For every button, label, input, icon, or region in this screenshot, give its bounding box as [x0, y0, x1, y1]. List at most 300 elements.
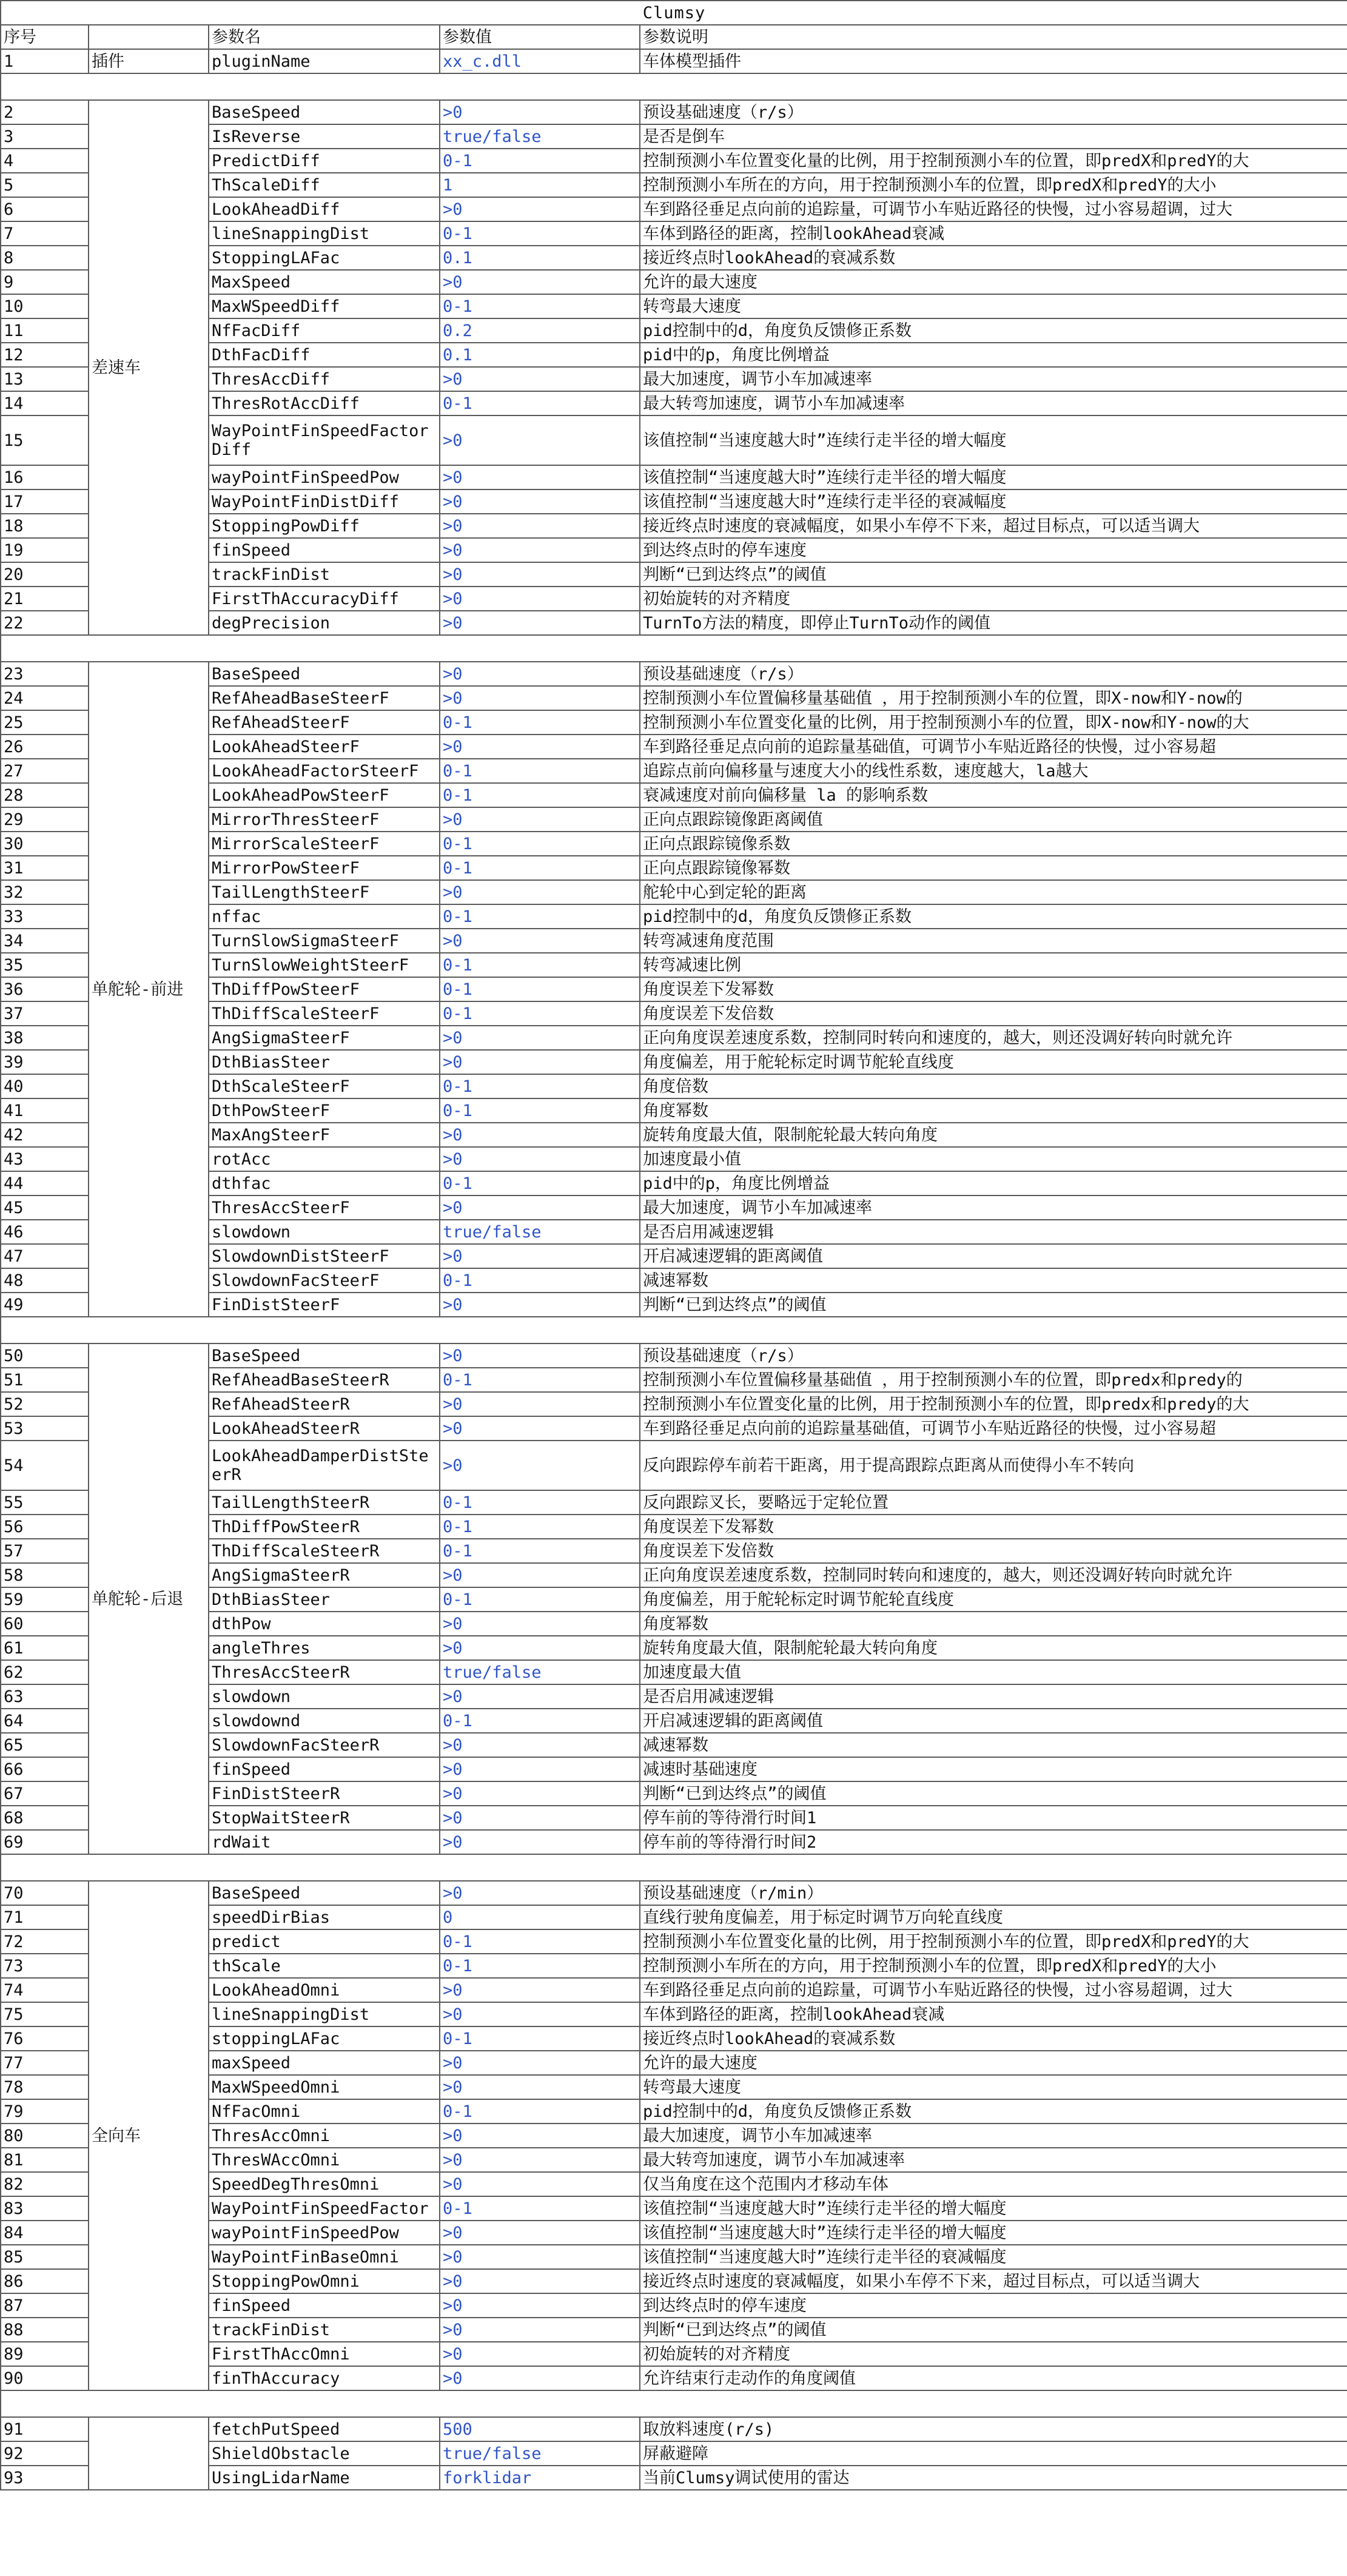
param-name: AngSigmaSteerR — [209, 1563, 440, 1587]
param-name: predict — [209, 1929, 440, 1954]
param-name: nffac — [209, 904, 440, 929]
param-value: >0 — [440, 2269, 640, 2293]
param-description: 旋转角度最大值，限制舵轮最大转向角度 — [640, 1636, 1347, 1660]
row-index: 27 — [1, 759, 89, 783]
row-index: 10 — [1, 294, 89, 318]
param-name: ThDiffScaleSteerF — [209, 1001, 440, 1026]
param-value: 0-1 — [440, 1490, 640, 1515]
param-value: 0-1 — [440, 1368, 640, 1392]
row-index: 15 — [1, 415, 89, 465]
param-description: 接近终点时lookAhead的衰减系数 — [640, 2026, 1347, 2051]
param-value: >0 — [440, 2002, 640, 2026]
row-index: 52 — [1, 1392, 89, 1416]
param-name: ThresWAccOmni — [209, 2148, 440, 2172]
param-description: 角度误差下发倍数 — [640, 1539, 1347, 1563]
param-value: >0 — [440, 1978, 640, 2002]
param-value: 0-1 — [440, 759, 640, 783]
group-separator-row — [1, 635, 1347, 662]
row-index: 73 — [1, 1954, 89, 1978]
row-index: 34 — [1, 929, 89, 953]
row-index: 57 — [1, 1539, 89, 1563]
param-description: 最大加速度，调节小车加减速率 — [640, 2124, 1347, 2148]
param-description: 接近终点时速度的衰减幅度，如果小车停不下来，超过目标点，可以适当调大 — [640, 2269, 1347, 2293]
param-value: 0-1 — [440, 2026, 640, 2051]
param-value: >0 — [440, 2172, 640, 2196]
param-name: wayPointFinSpeedPow — [209, 465, 440, 489]
param-value: >0 — [440, 1733, 640, 1757]
table-row — [1, 1881, 1347, 1905]
param-value: >0 — [440, 611, 640, 635]
group-separator-row — [1, 2390, 1347, 2417]
param-value: 0-1 — [440, 1709, 640, 1733]
row-index: 60 — [1, 1612, 89, 1636]
param-description: 初始旋转的对齐精度 — [640, 587, 1347, 611]
param-value: >0 — [440, 2075, 640, 2099]
param-value: >0 — [440, 1806, 640, 1830]
row-index: 77 — [1, 2051, 89, 2075]
param-value: >0 — [440, 2245, 640, 2269]
param-value: xx_c.dll — [440, 49, 640, 73]
param-name: FirstThAccOmni — [209, 2342, 440, 2366]
group-label: 全向车 — [89, 1881, 209, 2390]
param-value: >0 — [440, 1196, 640, 1220]
param-description: 该值控制“当速度越大时”连续行走半径的增大幅度 — [640, 2196, 1347, 2221]
param-value: 0-1 — [440, 832, 640, 856]
row-index: 12 — [1, 343, 89, 367]
param-description: 停车前的等待滑行时间1 — [640, 1806, 1347, 1830]
param-name: lineSnappingDist — [209, 221, 440, 246]
row-index: 14 — [1, 391, 89, 415]
param-value: >0 — [440, 465, 640, 489]
param-name: pluginName — [209, 49, 440, 73]
param-value: >0 — [440, 2342, 640, 2366]
row-index: 32 — [1, 880, 89, 904]
param-value: 0-1 — [440, 1171, 640, 1196]
param-description: 角度误差下发倍数 — [640, 1001, 1347, 1026]
param-name: StoppingPowDiff — [209, 514, 440, 538]
separator-cell — [1, 635, 1347, 662]
param-name: NfFacOmni — [209, 2099, 440, 2124]
row-index: 49 — [1, 1293, 89, 1317]
param-name: SlowdownFacSteerF — [209, 1268, 440, 1293]
param-description: 当前Clumsy调试使用的雷达 — [640, 2466, 1347, 2490]
param-value: >0 — [440, 1416, 640, 1441]
row-index: 66 — [1, 1757, 89, 1781]
param-name: ThresAccDiff — [209, 367, 440, 391]
row-index: 85 — [1, 2245, 89, 2269]
row-index: 9 — [1, 270, 89, 294]
row-index: 31 — [1, 856, 89, 880]
param-description: 转弯最大速度 — [640, 2075, 1347, 2099]
row-index: 83 — [1, 2196, 89, 2221]
param-name: BaseSpeed — [209, 662, 440, 686]
param-description: 加速度最大值 — [640, 1660, 1347, 1684]
param-value: >0 — [440, 662, 640, 686]
param-description: 直线行驶角度偏差，用于标定时调节万向轮直线度 — [640, 1905, 1347, 1929]
param-value: >0 — [440, 1636, 640, 1660]
param-name: WayPointFinDistDiff — [209, 489, 440, 514]
param-description: 停车前的等待滑行时间2 — [640, 1830, 1347, 1854]
param-name: ThresRotAccDiff — [209, 391, 440, 415]
param-name: DthBiasSteer — [209, 1050, 440, 1074]
param-description: 转弯最大速度 — [640, 294, 1347, 318]
param-name: UsingLidarName — [209, 2466, 440, 2490]
param-value: 0-1 — [440, 391, 640, 415]
param-value: 0-1 — [440, 294, 640, 318]
param-name: RefAheadBaseSteerF — [209, 686, 440, 710]
param-name: BaseSpeed — [209, 100, 440, 124]
param-description: 减速幂数 — [640, 1268, 1347, 1293]
param-name: slowdown — [209, 1220, 440, 1244]
param-name: StoppingPowOmni — [209, 2269, 440, 2293]
param-value: >0 — [440, 1830, 640, 1854]
param-description: 车到路径垂足点向前的追踪量基础值，可调节小车贴近路径的快慢，过小容易超 — [640, 735, 1347, 759]
param-name: MirrorThresSteerF — [209, 807, 440, 832]
row-index: 5 — [1, 173, 89, 197]
param-name: LookAheadSteerF — [209, 735, 440, 759]
param-name: finThAccuracy — [209, 2366, 440, 2390]
row-index: 53 — [1, 1416, 89, 1441]
param-name: fetchPutSpeed — [209, 2417, 440, 2441]
row-index: 80 — [1, 2124, 89, 2148]
param-description: 衰减速度对前向偏移量 la 的影响系数 — [640, 783, 1347, 807]
row-index: 47 — [1, 1244, 89, 1268]
param-value: >0 — [440, 1147, 640, 1171]
param-description: 减速时基础速度 — [640, 1757, 1347, 1781]
param-value: >0 — [440, 1123, 640, 1147]
group-label: 差速车 — [89, 100, 209, 635]
header-param-desc: 参数说明 — [640, 25, 1347, 49]
param-description: 该值控制“当速度越大时”连续行走半径的衰减幅度 — [640, 2245, 1347, 2269]
row-index: 61 — [1, 1636, 89, 1660]
row-index: 41 — [1, 1098, 89, 1123]
row-index: 1 — [1, 49, 89, 73]
param-value: >0 — [440, 1684, 640, 1709]
table-row — [1, 2417, 1347, 2441]
row-index: 16 — [1, 465, 89, 489]
separator-cell — [1, 73, 1347, 100]
param-value: 0-1 — [440, 904, 640, 929]
param-name: ThresAccSteerF — [209, 1196, 440, 1220]
separator-cell — [1, 1317, 1347, 1343]
param-description: pid中的p，角度比例增益 — [640, 343, 1347, 367]
param-name: MaxAngSteerF — [209, 1123, 440, 1147]
row-index: 55 — [1, 1490, 89, 1515]
param-name: rdWait — [209, 1830, 440, 1854]
param-name: ShieldObstacle — [209, 2441, 440, 2466]
row-index: 70 — [1, 1881, 89, 1905]
param-description: 开启减速逻辑的距离阈值 — [640, 1244, 1347, 1268]
param-description: 是否启用减速逻辑 — [640, 1220, 1347, 1244]
param-value: 0-1 — [440, 856, 640, 880]
row-index: 64 — [1, 1709, 89, 1733]
param-value: >0 — [440, 1026, 640, 1050]
param-name: maxSpeed — [209, 2051, 440, 2075]
param-value: forklidar — [440, 2466, 640, 2490]
param-value: >0 — [440, 2366, 640, 2390]
param-name: angleThres — [209, 1636, 440, 1660]
row-index: 20 — [1, 562, 89, 587]
row-index: 38 — [1, 1026, 89, 1050]
param-name: finSpeed — [209, 2293, 440, 2318]
param-name: stoppingLAFac — [209, 2026, 440, 2051]
param-description: 预设基础速度（r/s） — [640, 100, 1347, 124]
row-index: 58 — [1, 1563, 89, 1587]
param-name: finSpeed — [209, 538, 440, 562]
param-name: PredictDiff — [209, 149, 440, 173]
row-index: 88 — [1, 2318, 89, 2342]
param-value: 0-1 — [440, 783, 640, 807]
param-name: finSpeed — [209, 1757, 440, 1781]
param-value: 0-1 — [440, 953, 640, 977]
param-description: 加速度最小值 — [640, 1147, 1347, 1171]
row-index: 3 — [1, 124, 89, 149]
param-name: TurnSlowWeightSteerF — [209, 953, 440, 977]
param-description: 正向点跟踪镜像距离阈值 — [640, 807, 1347, 832]
row-index: 89 — [1, 2342, 89, 2366]
param-name: DthPowSteerF — [209, 1098, 440, 1123]
param-description: TurnTo方法的精度，即停止TurnTo动作的阈值 — [640, 611, 1347, 635]
param-name: SlowdownDistSteerF — [209, 1244, 440, 1268]
param-value: >0 — [440, 2051, 640, 2075]
param-value: >0 — [440, 1343, 640, 1368]
row-index: 63 — [1, 1684, 89, 1709]
row-index: 24 — [1, 686, 89, 710]
param-value: >0 — [440, 514, 640, 538]
sheet-title: Clumsy — [1, 1, 1347, 25]
param-value: 0-1 — [440, 221, 640, 246]
table-row — [1, 49, 1347, 73]
param-description: 角度倍数 — [640, 1074, 1347, 1098]
row-index: 44 — [1, 1171, 89, 1196]
row-index: 81 — [1, 2148, 89, 2172]
param-name: BaseSpeed — [209, 1343, 440, 1368]
row-index: 51 — [1, 1368, 89, 1392]
param-name: MirrorPowSteerF — [209, 856, 440, 880]
param-value: >0 — [440, 538, 640, 562]
param-value: >0 — [440, 2221, 640, 2245]
param-value: >0 — [440, 562, 640, 587]
param-description: 控制预测小车位置变化量的比例，用于控制预测小车的位置，即predX和predY的大 — [640, 149, 1347, 173]
row-index: 87 — [1, 2293, 89, 2318]
row-index: 23 — [1, 662, 89, 686]
table-row — [1, 100, 1347, 124]
param-name: MaxWSpeedOmni — [209, 2075, 440, 2099]
param-value: 0-1 — [440, 149, 640, 173]
param-value: >0 — [440, 587, 640, 611]
param-name: dthPow — [209, 1612, 440, 1636]
param-name: DthScaleSteerF — [209, 1074, 440, 1098]
param-value: >0 — [440, 1441, 640, 1490]
param-name: WayPointFinBaseOmni — [209, 2245, 440, 2269]
param-name: SlowdownFacSteerR — [209, 1733, 440, 1757]
param-name: LookAheadPowSteerF — [209, 783, 440, 807]
group-separator-row — [1, 1317, 1347, 1343]
row-index: 2 — [1, 100, 89, 124]
param-value: 500 — [440, 2417, 640, 2441]
row-index: 46 — [1, 1220, 89, 1244]
param-name: FinDistSteerR — [209, 1781, 440, 1806]
param-value: 0-1 — [440, 977, 640, 1001]
row-index: 93 — [1, 2466, 89, 2490]
param-name: SpeedDegThresOmni — [209, 2172, 440, 2196]
param-description: 车体到路径的距离，控制lookAhead衰减 — [640, 221, 1347, 246]
param-description: 开启减速逻辑的距离阈值 — [640, 1709, 1347, 1733]
param-description: 允许的最大速度 — [640, 2051, 1347, 2075]
param-name: MaxWSpeedDiff — [209, 294, 440, 318]
param-name: ThresAccOmni — [209, 2124, 440, 2148]
param-description: 车到路径垂足点向前的追踪量，可调节小车贴近路径的快慢，过小容易超调，过大 — [640, 1978, 1347, 2002]
param-description: 最大加速度，调节小车加减速率 — [640, 367, 1347, 391]
param-description: 控制预测小车位置变化量的比例，用于控制预测小车的位置，即X-now和Y-now的大 — [640, 710, 1347, 735]
row-index: 28 — [1, 783, 89, 807]
param-value: >0 — [440, 1781, 640, 1806]
row-index: 75 — [1, 2002, 89, 2026]
row-index: 6 — [1, 197, 89, 221]
param-name: ThDiffScaleSteerR — [209, 1539, 440, 1563]
param-description: 该值控制“当速度越大时”连续行走半径的衰减幅度 — [640, 489, 1347, 514]
param-name: RefAheadSteerF — [209, 710, 440, 735]
param-description: 预设基础速度（r/min） — [640, 1881, 1347, 1905]
param-value: >0 — [440, 807, 640, 832]
param-name: dthfac — [209, 1171, 440, 1196]
param-value: >0 — [440, 1563, 640, 1587]
param-name: speedDirBias — [209, 1905, 440, 1929]
param-description: 允许结束行走动作的角度阈值 — [640, 2366, 1347, 2390]
param-description: 最大转弯加速度，调节小车加减速率 — [640, 391, 1347, 415]
param-name: thScale — [209, 1954, 440, 1978]
param-value: 0-1 — [440, 1001, 640, 1026]
param-value: 0-1 — [440, 1074, 640, 1098]
param-description: 预设基础速度（r/s） — [640, 1343, 1347, 1368]
param-value: >0 — [440, 2318, 640, 2342]
param-description: 减速幂数 — [640, 1733, 1347, 1757]
param-description: 角度误差下发幂数 — [640, 977, 1347, 1001]
row-index: 25 — [1, 710, 89, 735]
param-value: 0-1 — [440, 2196, 640, 2221]
param-value: 0-1 — [440, 710, 640, 735]
row-index: 72 — [1, 1929, 89, 1954]
row-index: 8 — [1, 246, 89, 270]
param-description: 车体模型插件 — [640, 49, 1347, 73]
param-name: TailLengthSteerR — [209, 1490, 440, 1515]
param-value: 0.1 — [440, 246, 640, 270]
row-index: 22 — [1, 611, 89, 635]
row-index: 39 — [1, 1050, 89, 1074]
param-name: TailLengthSteerF — [209, 880, 440, 904]
param-name: LookAheadFactorSteerF — [209, 759, 440, 783]
param-name: NfFacDiff — [209, 318, 440, 343]
param-description: 角度幂数 — [640, 1098, 1347, 1123]
header-group — [89, 25, 209, 49]
param-name: ThresAccSteerR — [209, 1660, 440, 1684]
row-index: 45 — [1, 1196, 89, 1220]
param-value: >0 — [440, 1881, 640, 1905]
group-separator-row — [1, 73, 1347, 100]
param-name: TurnSlowSigmaSteerF — [209, 929, 440, 953]
row-index: 17 — [1, 489, 89, 514]
param-description: 该值控制“当速度越大时”连续行走半径的增大幅度 — [640, 415, 1347, 465]
row-index: 78 — [1, 2075, 89, 2099]
param-value: >0 — [440, 686, 640, 710]
param-name: BaseSpeed — [209, 1881, 440, 1905]
row-index: 76 — [1, 2026, 89, 2051]
param-description: pid中的p，角度比例增益 — [640, 1171, 1347, 1196]
param-description: 控制预测小车位置偏移量基础值 ，用于控制预测小车的位置，即predx和predy的 — [640, 1368, 1347, 1392]
param-value: >0 — [440, 1050, 640, 1074]
param-value: 1 — [440, 173, 640, 197]
param-description: 取放料速度(r/s) — [640, 2417, 1347, 2441]
row-index: 19 — [1, 538, 89, 562]
param-description: 判断“已到达终点”的阈值 — [640, 562, 1347, 587]
row-index: 69 — [1, 1830, 89, 1854]
separator-cell — [1, 1854, 1347, 1881]
param-value: 0-1 — [440, 1954, 640, 1978]
param-value: true/false — [440, 124, 640, 149]
row-index: 33 — [1, 904, 89, 929]
param-description: 车到路径垂足点向前的追踪量基础值，可调节小车贴近路径的快慢，过小容易超 — [640, 1416, 1347, 1441]
param-name: IsReverse — [209, 124, 440, 149]
param-name: AngSigmaSteerF — [209, 1026, 440, 1050]
param-description: 该值控制“当速度越大时”连续行走半径的增大幅度 — [640, 465, 1347, 489]
row-index: 36 — [1, 977, 89, 1001]
row-index: 29 — [1, 807, 89, 832]
param-description: 车到路径垂足点向前的追踪量，可调节小车贴近路径的快慢，过小容易超调，过大 — [640, 197, 1347, 221]
param-value: >0 — [440, 415, 640, 465]
row-index: 84 — [1, 2221, 89, 2245]
param-name: wayPointFinSpeedPow — [209, 2221, 440, 2245]
param-name: MirrorScaleSteerF — [209, 832, 440, 856]
param-description: 最大转弯加速度，调节小车加减速率 — [640, 2148, 1347, 2172]
param-value: 0-1 — [440, 1515, 640, 1539]
title-row — [1, 1, 1347, 25]
param-name: rotAcc — [209, 1147, 440, 1171]
param-name: ThDiffPowSteerR — [209, 1515, 440, 1539]
header-param-name: 参数名 — [209, 25, 440, 49]
param-description: 反向跟踪叉长，要略远于定轮位置 — [640, 1490, 1347, 1515]
param-value: 0-1 — [440, 1587, 640, 1612]
param-value: 0-1 — [440, 1268, 640, 1293]
param-description: pid控制中的d，角度负反馈修正系数 — [640, 318, 1347, 343]
param-name: ThDiffPowSteerF — [209, 977, 440, 1001]
param-description: 接近终点时速度的衰减幅度，如果小车停不下来，超过目标点，可以适当调大 — [640, 514, 1347, 538]
param-name: WayPointFinSpeedFactor — [209, 2196, 440, 2221]
param-description: 允许的最大速度 — [640, 270, 1347, 294]
param-value: >0 — [440, 270, 640, 294]
row-index: 54 — [1, 1441, 89, 1490]
group-separator-row — [1, 1854, 1347, 1881]
param-description: 角度偏差，用于舵轮标定时调节舵轮直线度 — [640, 1050, 1347, 1074]
param-name: LookAheadDiff — [209, 197, 440, 221]
param-description: 控制预测小车位置变化量的比例，用于控制预测小车的位置，即predx和predy的大 — [640, 1392, 1347, 1416]
row-index: 92 — [1, 2441, 89, 2466]
param-name: WayPointFinSpeedFactorDiff — [209, 415, 440, 465]
param-description: 控制预测小车位置变化量的比例，用于控制预测小车的位置，即predX和predY的大 — [640, 1929, 1347, 1954]
group-label: 插件 — [89, 49, 209, 73]
param-description: 最大加速度，调节小车加减速率 — [640, 1196, 1347, 1220]
param-name: trackFinDist — [209, 2318, 440, 2342]
param-value: true/false — [440, 1660, 640, 1684]
param-value: 0 — [440, 1905, 640, 1929]
row-index: 7 — [1, 221, 89, 246]
row-index: 43 — [1, 1147, 89, 1171]
param-description: 正向点跟踪镜像幂数 — [640, 856, 1347, 880]
param-description: 到达终点时的停车速度 — [640, 2293, 1347, 2318]
param-value: >0 — [440, 367, 640, 391]
separator-cell — [1, 2390, 1347, 2417]
header-index: 序号 — [1, 25, 89, 49]
group-label — [89, 2417, 209, 2490]
